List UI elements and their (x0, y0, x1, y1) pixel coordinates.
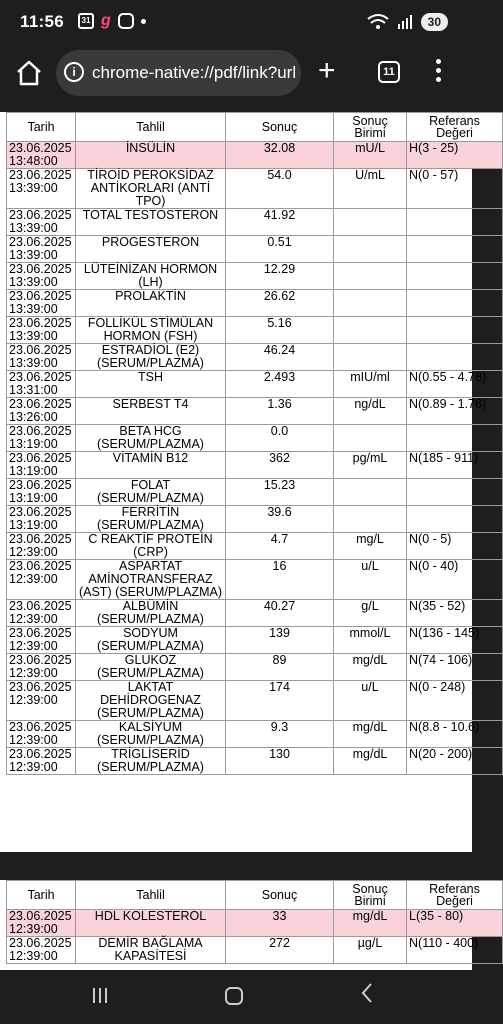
cell-date: 23.06.2025 13:26:00 (7, 398, 76, 425)
cell-test: FOLLİKÜL STİMÜLAN HORMON (FSH) (76, 317, 226, 344)
cell-test: ASPARTAT AMİNOTRANSFERAZ (AST) (SERUM/PLAZMA) (76, 560, 226, 600)
cell-reference: H(3 - 25) (407, 142, 503, 169)
cell-unit: mg/L (334, 533, 407, 560)
cell-reference (407, 209, 503, 236)
browser-toolbar (0, 46, 472, 102)
table-row (7, 209, 503, 236)
cell-unit: U/mL (334, 169, 407, 209)
cell-result: 9.3 (226, 721, 334, 748)
cell-date: 23.06.2025 13:19:00 (7, 425, 76, 452)
cell-test: PROLAKTİN (76, 290, 226, 317)
table-row (7, 910, 503, 937)
wifi-icon (367, 14, 389, 30)
table-row (7, 506, 503, 533)
cell-result: 39.6 (226, 506, 334, 533)
cell-unit (334, 290, 407, 317)
cell-reference: N(0 - 248) (407, 681, 503, 721)
cell-date: 23.06.2025 13:39:00 (7, 344, 76, 371)
cell-date: 23.06.2025 12:39:00 (7, 654, 76, 681)
cell-reference: N(110 - 400) (407, 937, 503, 964)
cell-reference (407, 506, 503, 533)
status-bar (0, 0, 472, 46)
home-nav-icon[interactable] (225, 987, 243, 1005)
cell-test: TİROİD PEROKSİDAZ ANTİKORLARI (ANTİ TPO) (76, 169, 226, 209)
cell-date: 23.06.2025 13:48:00 (7, 142, 76, 169)
table-row (7, 479, 503, 506)
cell-date: 23.06.2025 12:39:00 (7, 560, 76, 600)
cell-reference: N(0 - 40) (407, 560, 503, 600)
table-row (7, 398, 503, 425)
calendar-icon: 31 (78, 13, 94, 29)
cell-result: 46.24 (226, 344, 334, 371)
notification-icons (78, 13, 146, 29)
cell-result: 139 (226, 627, 334, 654)
cell-reference: N(0.89 - 1.76) (407, 398, 503, 425)
overflow-menu-icon[interactable] (436, 59, 442, 86)
cell-date: 23.06.2025 12:39:00 (7, 748, 76, 775)
table-row (7, 236, 503, 263)
lab-results-table-2 (6, 880, 503, 964)
header-date: Tarih (7, 881, 76, 910)
cell-unit: g/L (334, 600, 407, 627)
cell-test: TRİGLİSERİD (SERUM/PLAZMA) (76, 748, 226, 775)
cell-test: ALBÜMİN (SERUM/PLAZMA) (76, 600, 226, 627)
cell-reference (407, 425, 503, 452)
cell-test: FOLAT (SERUM/PLAZMA) (76, 479, 226, 506)
table-row (7, 371, 503, 398)
cell-unit: µg/L (334, 937, 407, 964)
table-row (7, 317, 503, 344)
table-row (7, 290, 503, 317)
cell-unit (334, 209, 407, 236)
cell-unit (334, 236, 407, 263)
cell-date: 23.06.2025 13:39:00 (7, 169, 76, 209)
cell-unit: ng/dL (334, 398, 407, 425)
cell-result: 40.27 (226, 600, 334, 627)
cell-result: 89 (226, 654, 334, 681)
header-reference: Referans Değeri (407, 881, 503, 910)
pdf-viewer[interactable] (0, 104, 487, 970)
cell-date: 23.06.2025 13:31:00 (7, 371, 76, 398)
table-row (7, 142, 503, 169)
cell-unit: mIU/ml (334, 371, 407, 398)
table-header-row (7, 113, 503, 142)
cell-date: 23.06.2025 13:19:00 (7, 506, 76, 533)
cell-date: 23.06.2025 12:39:00 (7, 937, 76, 964)
cell-date: 23.06.2025 12:39:00 (7, 681, 76, 721)
table-row (7, 627, 503, 654)
g-app-icon: g (101, 12, 111, 29)
cell-reference: N(74 - 106) (407, 654, 503, 681)
tab-switcher-button[interactable]: 11 (378, 61, 400, 83)
cell-result: 1.36 (226, 398, 334, 425)
cell-result: 130 (226, 748, 334, 775)
cell-unit: mg/dL (334, 721, 407, 748)
cell-reference: N(20 - 200) (407, 748, 503, 775)
cell-test: GLUKOZ (SERUM/PLAZMA) (76, 654, 226, 681)
cell-result: 0.51 (226, 236, 334, 263)
home-icon[interactable] (14, 58, 44, 88)
header-result: Sonuç (226, 881, 334, 910)
address-bar[interactable] (56, 50, 301, 96)
cell-reference: N(0.55 - 4.78) (407, 371, 503, 398)
cell-test: BETA HCG (SERUM/PLAZMA) (76, 425, 226, 452)
cell-test: VİTAMİN B12 (76, 452, 226, 479)
cell-reference: N(35 - 52) (407, 600, 503, 627)
cell-date: 23.06.2025 12:39:00 (7, 910, 76, 937)
cell-date: 23.06.2025 12:39:00 (7, 627, 76, 654)
cell-result: 32.08 (226, 142, 334, 169)
table-row (7, 654, 503, 681)
system-navigation-bar (0, 970, 472, 1024)
cell-test: İNSÜLİN (76, 142, 226, 169)
cell-date: 23.06.2025 13:19:00 (7, 479, 76, 506)
header-test: Tahlil (76, 881, 226, 910)
cell-reference (407, 236, 503, 263)
cell-test: HDL KOLESTEROL (76, 910, 226, 937)
cell-unit: mmol/L (334, 627, 407, 654)
cell-test: C REAKTİF PROTEİN (CRP) (76, 533, 226, 560)
cell-result: 15.23 (226, 479, 334, 506)
cell-reference: N(185 - 911) (407, 452, 503, 479)
table-row (7, 600, 503, 627)
table-row (7, 263, 503, 290)
battery-icon: 30 (421, 13, 448, 31)
table-row (7, 937, 503, 964)
url-text[interactable]: chrome-native://pdf/link?url (92, 63, 297, 82)
cell-test: KALSİYUM (SERUM/PLAZMA) (76, 721, 226, 748)
table-row (7, 560, 503, 600)
cell-reference (407, 290, 503, 317)
back-icon[interactable] (360, 982, 374, 1004)
cell-unit (334, 317, 407, 344)
cell-test: TOTAL TESTOSTERON (76, 209, 226, 236)
cell-date: 23.06.2025 13:39:00 (7, 236, 76, 263)
table-row (7, 681, 503, 721)
cell-reference (407, 317, 503, 344)
cell-result: 41.92 (226, 209, 334, 236)
cell-unit: u/L (334, 560, 407, 600)
cell-test: DEMİR BAĞLAMA KAPASİTESİ (76, 937, 226, 964)
cell-result: 0.0 (226, 425, 334, 452)
cell-date: 23.06.2025 13:39:00 (7, 290, 76, 317)
cell-unit: mU/L (334, 142, 407, 169)
table-row (7, 452, 503, 479)
cell-result: 26.62 (226, 290, 334, 317)
table-row (7, 425, 503, 452)
site-info-icon[interactable]: i (64, 62, 84, 82)
header-test: Tahlil (76, 113, 226, 142)
cell-result: 362 (226, 452, 334, 479)
table-row (7, 533, 503, 560)
header-reference: Referans Değeri (407, 113, 503, 142)
cell-reference (407, 479, 503, 506)
table-row (7, 721, 503, 748)
table-row (7, 344, 503, 371)
cell-result: 12.29 (226, 263, 334, 290)
cell-unit: mg/dL (334, 654, 407, 681)
instagram-icon (118, 13, 134, 29)
new-tab-button[interactable]: + (318, 54, 336, 87)
cell-test: LÜTEİNİZAN HORMON (LH) (76, 263, 226, 290)
cell-unit (334, 479, 407, 506)
recent-apps-icon[interactable] (93, 988, 107, 1003)
cell-unit: mg/dL (334, 910, 407, 937)
more-notifications-dot-icon (141, 19, 146, 24)
system-icons (367, 13, 448, 31)
cell-test: SODYUM (SERUM/PLAZMA) (76, 627, 226, 654)
table-header-row (7, 881, 503, 910)
header-unit: Sonuç Birimi (334, 113, 407, 142)
cell-unit: pg/mL (334, 452, 407, 479)
signal-icon (397, 15, 413, 29)
cell-reference: N(136 - 145) (407, 627, 503, 654)
cell-result: 5.16 (226, 317, 334, 344)
cell-test: SERBEST T4 (76, 398, 226, 425)
cell-date: 23.06.2025 13:39:00 (7, 263, 76, 290)
cell-reference (407, 344, 503, 371)
cell-test: LAKTAT DEHİDROGENAZ (SERUM/PLAZMA) (76, 681, 226, 721)
cell-unit: u/L (334, 681, 407, 721)
cell-result: 33 (226, 910, 334, 937)
cell-reference (407, 263, 503, 290)
cell-date: 23.06.2025 12:39:00 (7, 600, 76, 627)
cell-date: 23.06.2025 13:39:00 (7, 317, 76, 344)
cell-date: 23.06.2025 13:19:00 (7, 452, 76, 479)
cell-unit: mg/dL (334, 748, 407, 775)
cell-reference: N(0 - 57) (407, 169, 503, 209)
cell-date: 23.06.2025 13:39:00 (7, 209, 76, 236)
cell-unit (334, 425, 407, 452)
pdf-page-1 (0, 112, 487, 852)
cell-test: FERRİTİN (SERUM/PLAZMA) (76, 506, 226, 533)
table-row (7, 748, 503, 775)
cell-test: TSH (76, 371, 226, 398)
header-result: Sonuç (226, 113, 334, 142)
cell-result: 2.493 (226, 371, 334, 398)
cell-test: PROGESTERON (76, 236, 226, 263)
cell-unit (334, 344, 407, 371)
cell-result: 54.0 (226, 169, 334, 209)
header-date: Tarih (7, 113, 76, 142)
cell-result: 174 (226, 681, 334, 721)
status-time: 11:56 (20, 12, 65, 31)
cell-result: 16 (226, 560, 334, 600)
cell-date: 23.06.2025 12:39:00 (7, 721, 76, 748)
cell-reference: N(8.8 - 10.6) (407, 721, 503, 748)
cell-reference: L(35 - 80) (407, 910, 503, 937)
cell-result: 272 (226, 937, 334, 964)
cell-date: 23.06.2025 12:39:00 (7, 533, 76, 560)
cell-reference: N(0 - 5) (407, 533, 503, 560)
pdf-page-2 (0, 880, 480, 970)
table-row (7, 169, 503, 209)
cell-unit (334, 506, 407, 533)
header-unit: Sonuç Birimi (334, 881, 407, 910)
lab-results-table (6, 112, 503, 775)
cell-unit (334, 263, 407, 290)
cell-test: ESTRADİOL (E2) (SERUM/PLAZMA) (76, 344, 226, 371)
cell-result: 4.7 (226, 533, 334, 560)
